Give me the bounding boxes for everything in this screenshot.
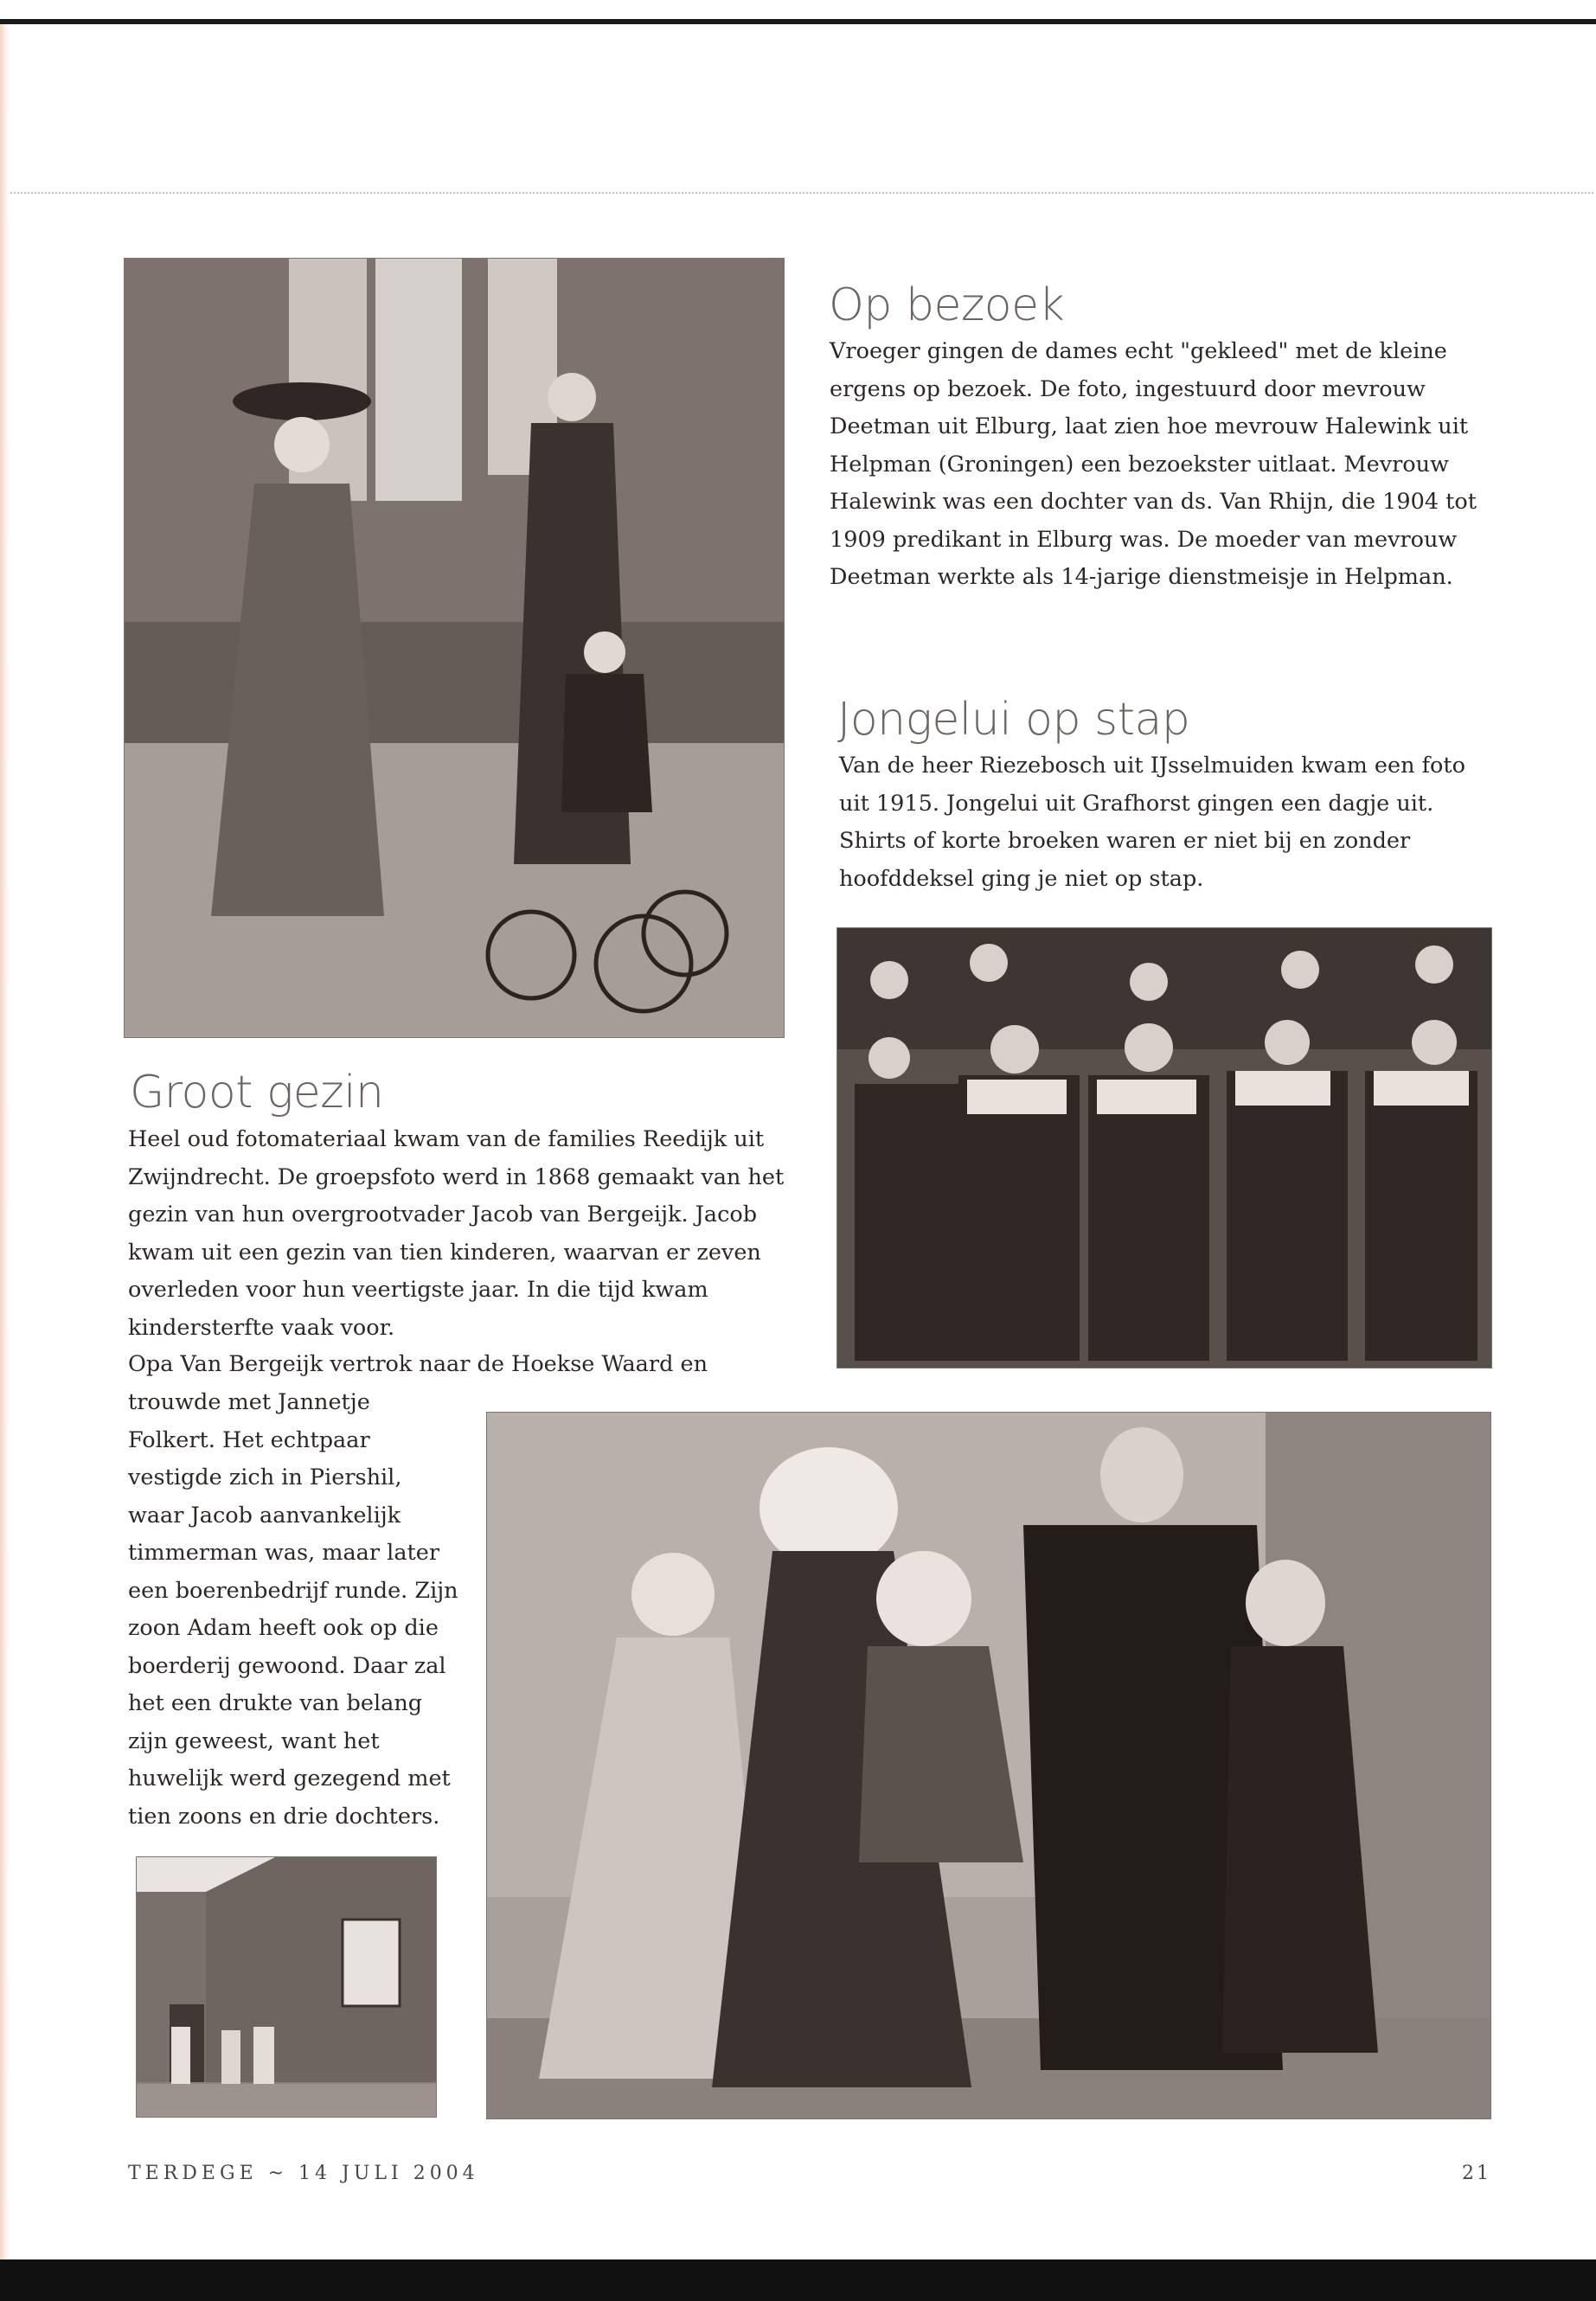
text-groot-gezin-continued: trouwde met Jannetje Folkert. Het echtpaar vestigde zich in Piershil, waar Jacob aanvankelijk timmerman was, maar later een boerenbedrijf runde. Zijn zoon Adam heeft ook op die boerderij gewoond. Daar zal het een drukte van belang zijn geweest, want het huwelijk werd gezegend met tien zoons en drie dochters. xyxy=(128,1389,458,1830)
text-groot-gezin-intro: Heel oud fotomateriaal kwam van de families Reedijk uit Zwijndrecht. De groepsfoto werd in 1868 gemaakt van het gezin van hun overgrootvader Jacob van Bergeijk. Jacob kwam uit een gezin van tien kinderen, waarvan er zeven overleden voor hun veertigste jaar. In die tijd kwam kindersterfte vaak voor. xyxy=(128,1126,785,1341)
text-op-bezoek: Vroeger gingen de dames echt "gekleed" met de kleine ergens op bezoek. De foto, ingestuurd door mevrouw Deetman uit Elburg, laat zien hoe mevrouw Halewink uit Helpman (Groningen) een bezoekster uitlaat. Mevrouw Halewink was een dochter van ds. Van Rhijn, die 1904 tot 1909 predikant in Elburg was. De moeder van mevrouw Deetman werkte als 14-jarige dienstmeisje in Helpman. xyxy=(830,338,1477,590)
photo-visit-ladies-pram xyxy=(124,258,785,1038)
footer-page-number: 21 xyxy=(1462,2163,1491,2184)
text-jongelui-op-stap: Van de heer Riezebosch uit IJsselmuiden kwam een foto uit 1915. Jongelui uit Grafhorst gingen een dagje uit. Shirts of korte broeken waren er niet bij en zonder hoofddeksel ging je niet op stap. xyxy=(839,753,1465,892)
page-edge xyxy=(0,24,9,2265)
photo-farmhouse xyxy=(136,1856,437,2118)
heading-jongelui-op-stap: Jongelui op stap xyxy=(837,694,1190,746)
dotted-divider xyxy=(10,192,1593,194)
heading-op-bezoek: Op bezoek xyxy=(829,279,1065,331)
footer-publication: TERDEGE ~ 14 JULI 2004 xyxy=(128,2163,479,2184)
top-rule xyxy=(0,19,1596,24)
photo-youngsters-group xyxy=(836,927,1492,1368)
heading-groot-gezin: Groot gezin xyxy=(130,1067,384,1118)
photo-family-portrait-1868 xyxy=(486,1412,1491,2119)
bottom-rule xyxy=(0,2259,1596,2301)
text-groot-gezin-transition: Opa Van Bergeijk vertrok naar de Hoekse Waard en xyxy=(128,1351,708,1377)
